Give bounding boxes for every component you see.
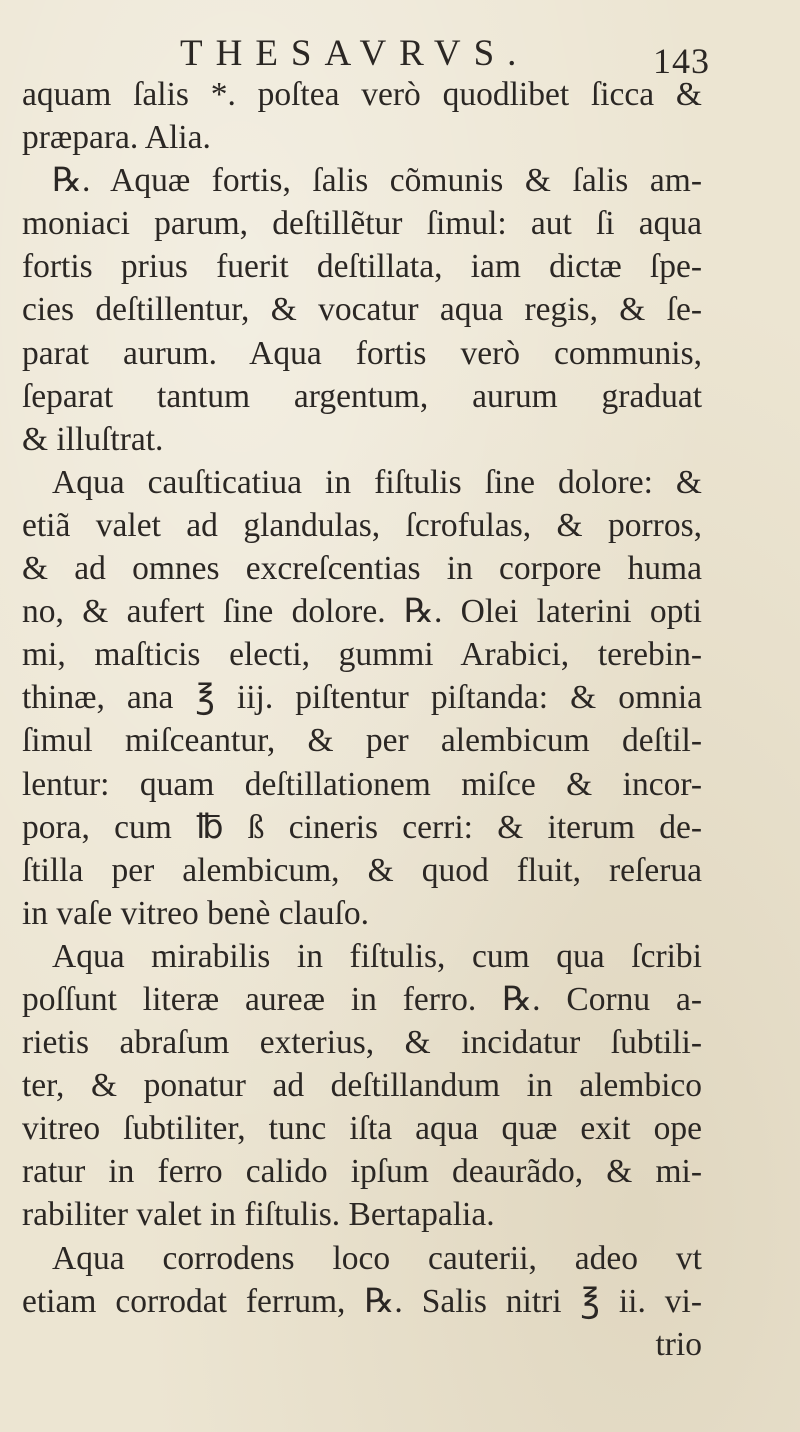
text-line: ſimul miſceantur, & per alembicum deſtil- bbox=[22, 722, 702, 760]
running-head bbox=[170, 28, 710, 81]
text-line: ratur in ferro calido ipſum deaurãdo, & mi- bbox=[22, 1153, 702, 1191]
text-line: rabiliter valet in fiſtulis. Bertapalia. bbox=[22, 1196, 495, 1234]
text-line: Aqua corrodens loco cauterii, adeo vt bbox=[52, 1239, 702, 1277]
text-line: aquam ſalis *. poſtea verò quodlibet ſicca & bbox=[22, 76, 702, 113]
running-title: THESAVRVS. bbox=[180, 33, 530, 74]
text-line: ſeparat tantum argentum, aurum graduat bbox=[22, 377, 702, 415]
body-text bbox=[22, 73, 702, 1366]
text-line: fortis prius fuerit deſtillata, iam dictæ ſpe- bbox=[22, 248, 702, 286]
text-line: vitreo ſubtiliter, tunc iſta aqua quæ exit ope bbox=[22, 1110, 702, 1148]
text-line: mi, maſticis electi, gummi Arabici, terebin- bbox=[22, 636, 702, 674]
text-line: cies deſtillentur, & vocatur aqua regis, & ſe- bbox=[22, 291, 702, 329]
text-line: ſtilla per alembicum, & quod fluit, reſerua bbox=[22, 851, 702, 889]
text-line: etiã valet ad glandulas, ſcrofulas, & porros, bbox=[22, 506, 702, 544]
text-line: poſſunt literæ aureæ in ferro. ℞. Cornu a- bbox=[22, 980, 702, 1018]
text-line: ℞. Aquæ fortis, ſalis cõmunis & ſalis am- bbox=[52, 162, 702, 200]
text-line: in vaſe vitreo benè clauſo. bbox=[22, 894, 369, 932]
text-line: thinæ, ana ℥ iij. piſtentur piſtanda: & omnia bbox=[22, 679, 702, 717]
page-number: 143 bbox=[653, 41, 710, 81]
text-line: moniaci parum, deſtillẽtur ſimul: aut ſi aqua bbox=[22, 205, 702, 243]
text-line: parat aurum. Aqua fortis verò communis, bbox=[22, 334, 702, 372]
catchword: trio bbox=[655, 1325, 702, 1363]
text-line: pora, cum ℔ ß cineris cerri: & iterum de- bbox=[22, 808, 702, 846]
text-line: etiam corrodat ferrum, ℞. Salis nitri ℥ ii. vi- bbox=[22, 1282, 702, 1320]
text-line: & ad omnes excreſcentias in corpore huma bbox=[22, 550, 702, 588]
text-line: & illuſtrat. bbox=[22, 420, 164, 458]
text-line: Aqua mirabilis in fiſtulis, cum qua ſcribi bbox=[52, 937, 702, 975]
text-line: lentur: quam deſtillationem miſce & incor- bbox=[22, 765, 702, 803]
text-line: ter, & ponatur ad deſtillandum in alembico bbox=[22, 1067, 702, 1105]
text-line: rietis abraſum exterius, & incidatur ſubtili- bbox=[22, 1024, 702, 1062]
text-line: præpara. Alia. bbox=[22, 119, 211, 157]
text-line: Aqua cauſticatiua in fiſtulis ſine dolore: & bbox=[52, 463, 702, 501]
text-line: no, & aufert ſine dolore. ℞. Olei laterini opti bbox=[22, 593, 702, 631]
